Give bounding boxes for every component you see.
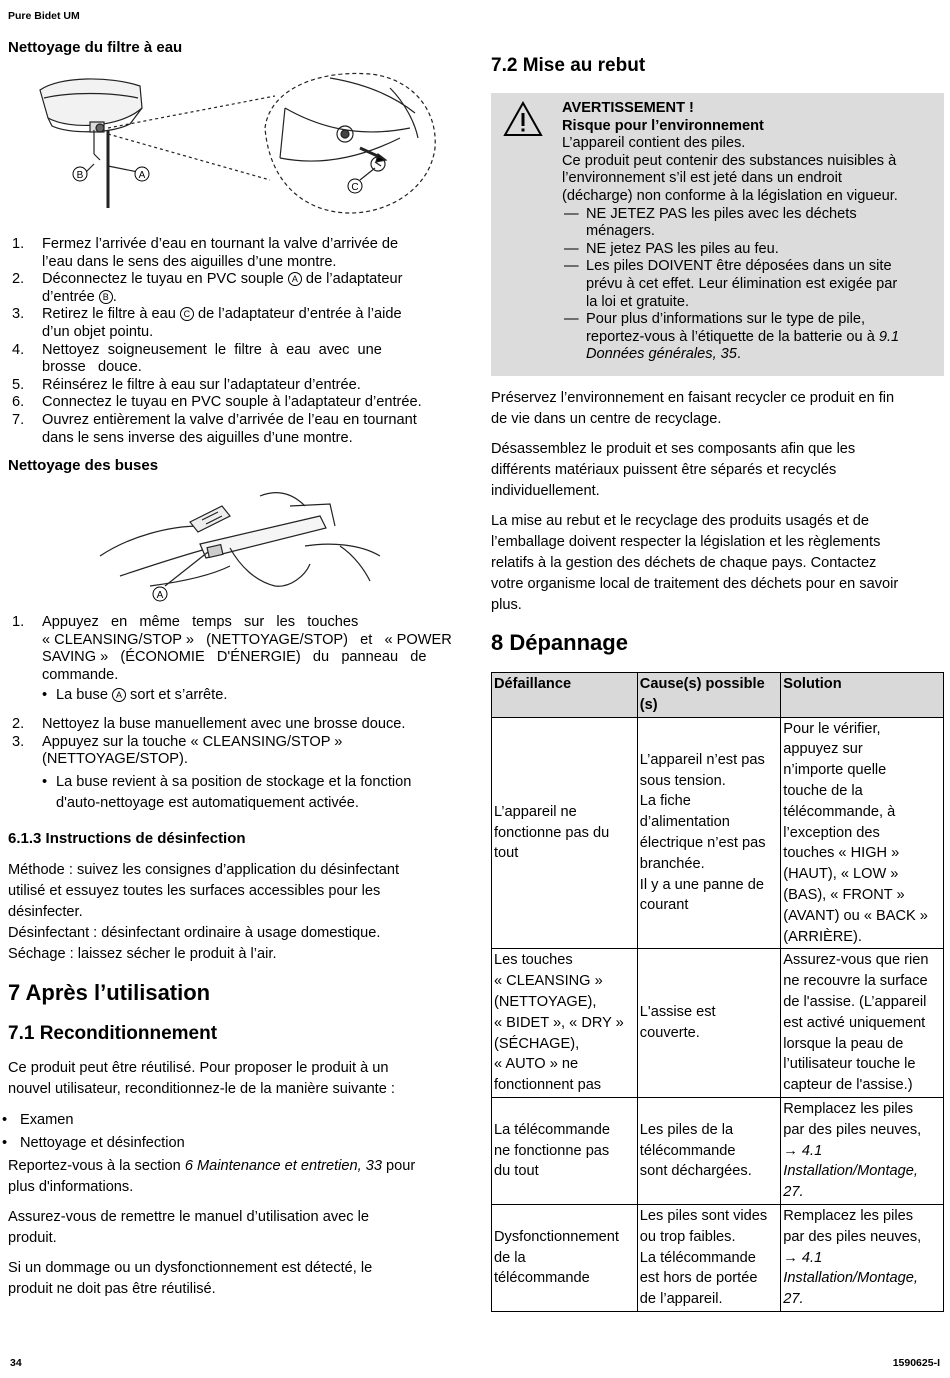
- list-item: • La buse revient à sa position de stockage et la fonction d'auto-nettoyage est automatiquement activée.: [42, 773, 412, 811]
- list-item: 4. Nettoyez soigneusement le filtre à eau avec une brosse douce.: [12, 341, 382, 376]
- fault-cell: La télécommande ne fonctionne pas du tout: [492, 1097, 638, 1204]
- page-number: 34: [10, 1357, 22, 1369]
- solution-cell: Pour le vérifier, appuyez sur n’importe quelle touche de la télécommande, à l’exception des touches « HIGH » (HAUT), « LOW » (BAS), « FRONT » (AVANT) ou « BACK » (ARRIÈRE).: [781, 717, 944, 949]
- list-item: — NE jetez PAS les piles au feu.: [564, 240, 779, 257]
- section-7-2-heading: 7.2 Mise au rebut: [491, 55, 646, 76]
- list-item: — Les piles DOIVENT être déposées dans un site prévu à cet effet. Leur élimination est exigée par la loi et gratuite.: [564, 258, 898, 310]
- warning-box: [491, 93, 944, 376]
- warning-triangle-icon: [503, 101, 543, 137]
- cause-cell: Les piles de la télécommande sont déchargées.: [637, 1097, 780, 1204]
- disinfection-text: Méthode : suivez les consignes d’application du désinfectant utilisé et essuyez toutes les surfaces accessibles pour les désinfecter. Désinfectant : désinfectant ordinaire à usage domestique. Séchage : laissez sécher le produit à l’air.: [8, 862, 400, 962]
- table-header-row: [492, 673, 944, 718]
- list-item: • La buse A sort et s’arrête.: [42, 687, 228, 704]
- section-7-heading: 7 Après l’utilisation: [8, 980, 211, 1005]
- disinfection-heading: 6.1.3 Instructions de désinfection: [8, 830, 246, 847]
- document-header: Pure Bidet UM: [8, 10, 80, 22]
- disposal-paragraph-2: Désassemblez le produit et ses composants afin que les différents matériaux puissent être séparés et recyclés individuellement.: [491, 441, 856, 499]
- solution-cell: Remplacez les piles par des piles neuves, → 4.1 Installation/Montage, 27.: [781, 1204, 944, 1311]
- fig-label-a: A: [138, 170, 146, 181]
- filter-heading: Nettoyage du filtre à eau: [8, 39, 183, 56]
- list-item: 2. Nettoyez la buse manuellement avec une brosse douce.: [12, 715, 406, 732]
- list-item: — Pour plus d’informations sur le type de pile, reportez-vous à l’étiquette de la batterie ou à 9.1 Données générales, 35.: [564, 311, 900, 363]
- section-7-1-heading: 7.1 Reconditionnement: [8, 1023, 218, 1044]
- column-header: Solution: [781, 673, 944, 718]
- warning-subtitle: Risque pour l’environnement: [562, 117, 764, 134]
- list-item: • Nettoyage et désinfection: [2, 1135, 185, 1151]
- section-8-heading: 8 Dépannage: [491, 630, 628, 655]
- list-item: 3. Retirez le filtre à eau C de l’adaptateur d’entrée à l’aide d’un objet pointu.: [12, 306, 402, 340]
- document-code: 1590625-I: [892, 1357, 940, 1369]
- list-item: — NE JETEZ PAS les piles avec les déchets ménagers.: [564, 205, 857, 240]
- troubleshooting-table: [491, 672, 944, 1312]
- list-item: 5. Réinsérez le filtre à eau sur l’adaptateur d’entrée.: [12, 376, 361, 393]
- nozzle-steps: [8, 614, 452, 814]
- warning-title: AVERTISSEMENT !: [562, 100, 694, 116]
- list-item: 2. Déconnectez le tuyau en PVC souple A de l’adaptateur d’entrée B .: [12, 271, 403, 305]
- column-header: Défaillance: [492, 673, 638, 718]
- fault-cell: L’appareil ne fonctionne pas du tout: [492, 717, 638, 949]
- disposal-paragraph-1: Préservez l’environnement en faisant recycler ce produit en fin de vie dans un centre de recyclage.: [491, 390, 895, 427]
- filter-steps: [8, 236, 458, 447]
- reconditioning-intro: Ce produit peut être réutilisé. Pour proposer le produit à un nouvel utilisateur, reconditionnez-le de la manière suivante :: [8, 1060, 395, 1097]
- cause-cell: L'assise est couverte.: [637, 949, 780, 1098]
- filter-illustration: [30, 68, 440, 218]
- list-item: • Examen: [2, 1112, 74, 1128]
- fault-cell: Les touches « CLEANSING » (NETTOYAGE), « BIDET », « DRY » (SÉCHAGE), « AUTO » ne fonctionnent pas: [492, 949, 638, 1098]
- list-item: 1. Fermez l’arrivée d’eau en tournant la valve d’arrivée de l’eau dans le sens des aiguilles d’une montre.: [12, 236, 399, 270]
- reconditioning-reference: Reportez-vous à la section 6 Maintenance et entretien, 33 pour plus d'informations.: [8, 1158, 416, 1195]
- table-row: [492, 949, 944, 1098]
- cross-reference-link[interactable]: → 4.1 Installation/Montage, 27.: [783, 1142, 918, 1201]
- solution-cell: Remplacez les piles par des piles neuves, → 4.1 Installation/Montage, 27.: [781, 1097, 944, 1204]
- nozzles-heading: Nettoyage des buses: [8, 457, 159, 474]
- fig-label-c: C: [351, 182, 359, 193]
- disposal-paragraph-3: La mise au rebut et le recyclage des produits usagés et de l’emballage doivent respecter la législation et les règlements relatifs à la gestion des déchets de chaque pays. Contactez votre organisme local de traitement des déchets pour en savoir plus.: [491, 513, 899, 613]
- cause-cell: L’appareil n’est pas sous tension. La fiche d’alimentation électrique n’est pas branchée. Il y a une panne de courant: [637, 717, 780, 949]
- table-row: [492, 1097, 944, 1204]
- cross-reference-link[interactable]: → 4.1 Installation/Montage, 27.: [783, 1249, 918, 1308]
- table-row: [492, 1204, 944, 1311]
- fault-cell: Dysfonctionnement de la télécommande: [492, 1204, 638, 1311]
- reconditioning-bullets: [0, 1110, 450, 1154]
- list-item: 7. Ouvrez entièrement la valve d’arrivée de l’eau en tournant dans le sens inverse des aiguilles d’une montre.: [12, 411, 417, 446]
- fig-label-b: B: [76, 170, 84, 181]
- reconditioning-manual-note: Assurez-vous de remettre le manuel d’utilisation avec le produit.: [8, 1209, 369, 1246]
- column-header: Cause(s) possible (s): [637, 673, 780, 718]
- fig-label-a-nozzle: A: [156, 590, 164, 601]
- list-item: 1. Appuyez en même temps sur les touches « CLEANSING/STOP » (NETTOYAGE/STOP) et « POWER SAVING » (ÉCONOMIE D'ÉNERGIE) du panneau de commande.: [12, 614, 452, 683]
- list-item: 6. Connectez le tuyau en PVC souple à l’adaptateur d’entrée.: [12, 394, 422, 411]
- list-item: 3. Appuyez sur la touche « CLEANSING/STOP » (NETTOYAGE/STOP).: [12, 733, 343, 768]
- cause-cell: Les piles sont vides ou trop faibles. La télécommande est hors de portée de l’appareil.: [637, 1204, 780, 1311]
- nozzle-cleaning-illustration: [90, 486, 390, 606]
- solution-cell: Assurez-vous que rien ne recouvre la surface de l'assise. (L’appareil est activé uniquement lorsque la peau de l’utilisateur touche le capteur de l'assise.): [781, 949, 944, 1098]
- reconditioning-damage-note: Si un dommage ou un dysfonctionnement est détecté, le produit ne doit pas être réutilisé.: [8, 1260, 373, 1297]
- table-row: [492, 717, 944, 949]
- warning-body: AVERTISSEMENT ! Risque pour l’environnement L’appareil contient des piles. Ce produit peut contenir des substances nuisibles à l’environnement s’il est jeté dans un endroit (décharge) non conforme à la législation en vigueur. — NE JETEZ PAS les piles avec les déchets ménagers. — NE jetez PAS les piles au feu. — Les piles DOIVENT être déposées dans un site prévu à cet effet. Leur élimination est exigée par la loi et gratuite. — Pour plus d’informations sur le type de pile, reportez-vous à l’étiquette de la batterie ou à 9.1 Données générales, 35.: [562, 100, 937, 364]
